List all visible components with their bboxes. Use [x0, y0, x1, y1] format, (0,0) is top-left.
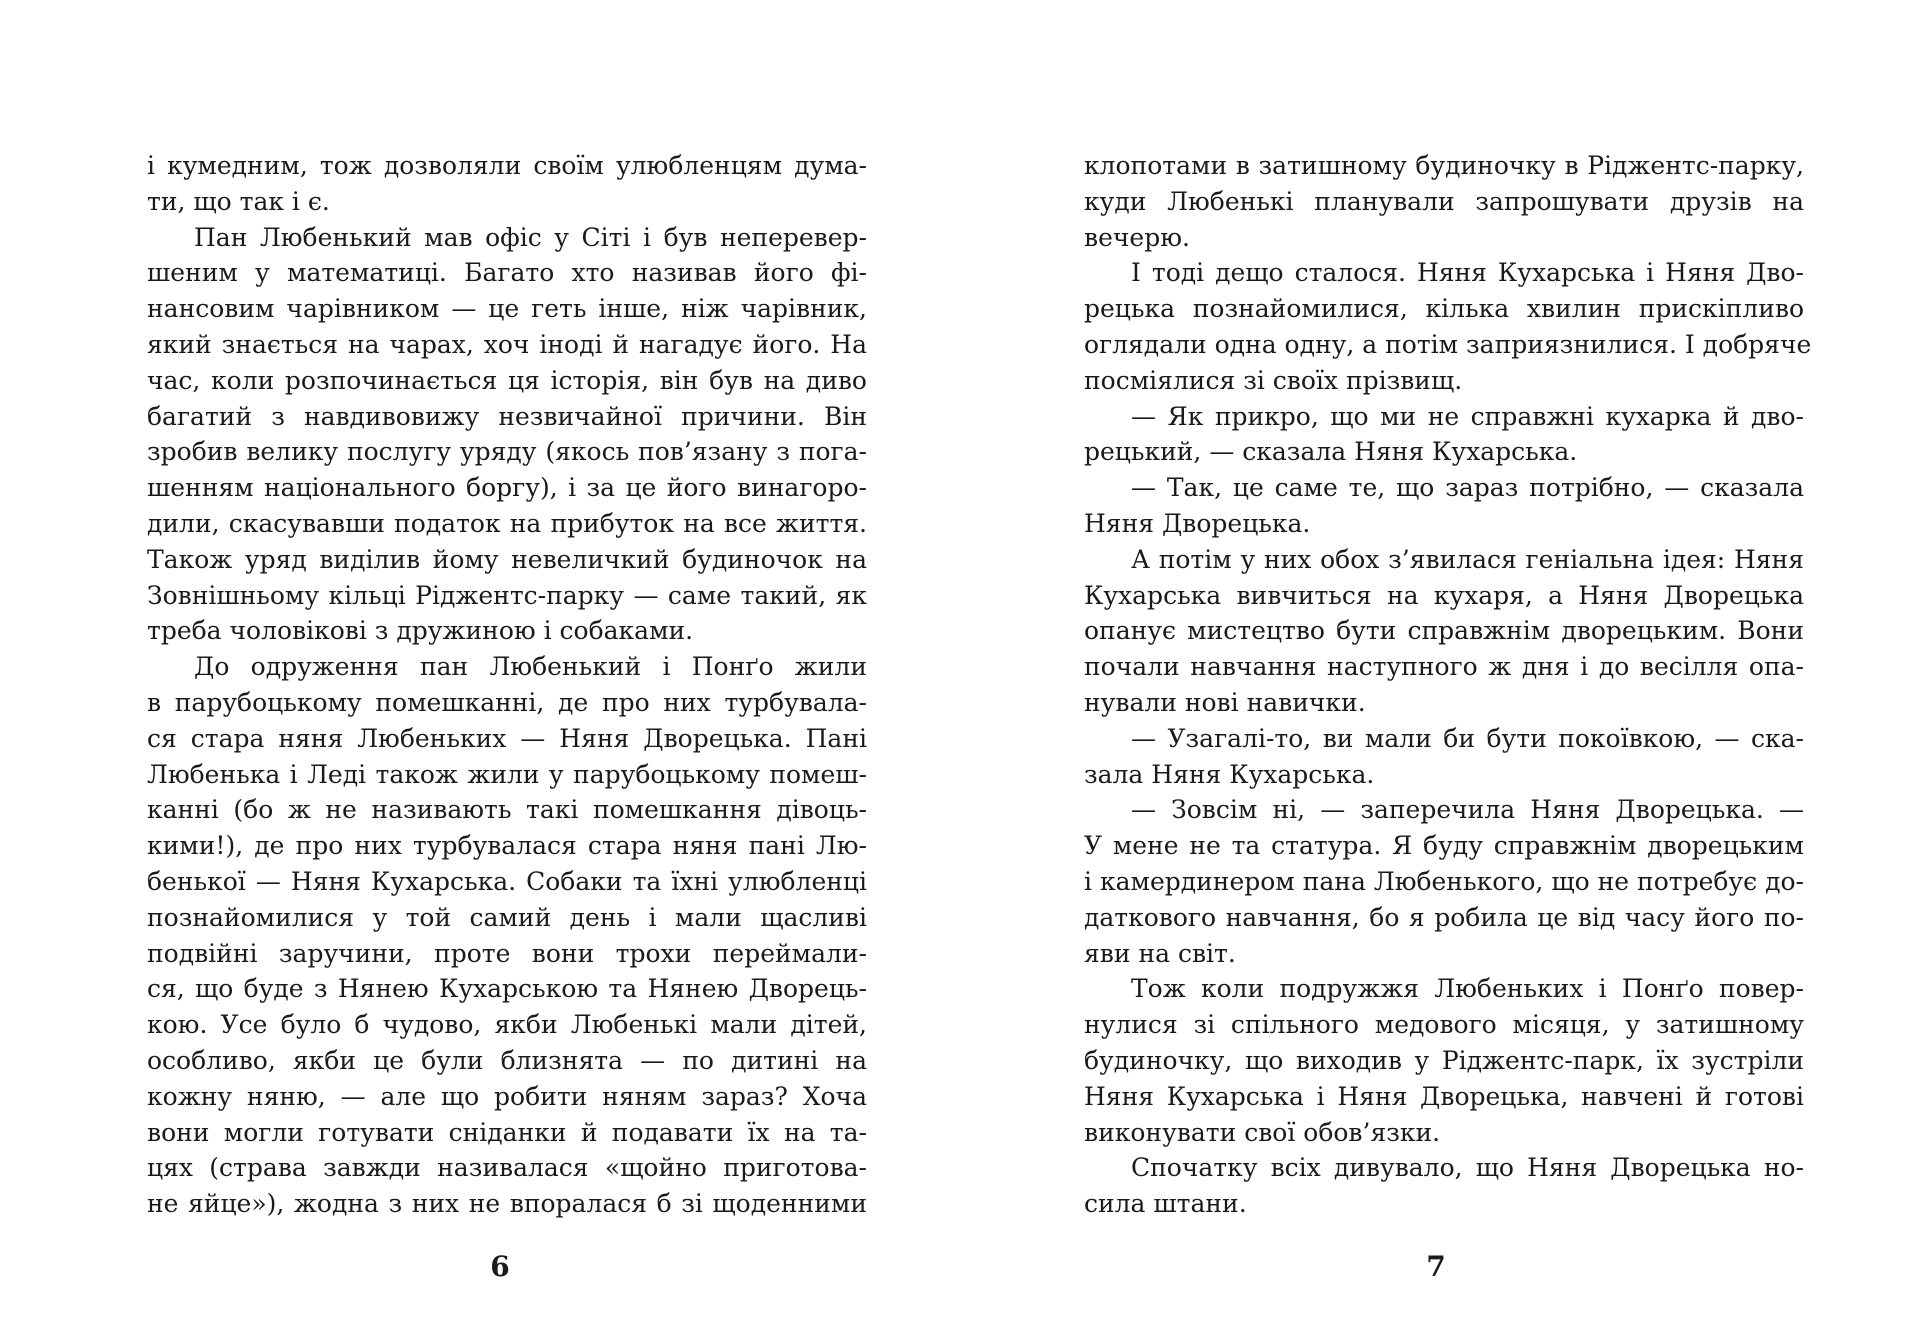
text-line: куди Любенькі планували запрошувати друзів на	[1084, 186, 1804, 216]
text-line: і кумедним, тож дозволяли своїм улюбленцям дума-	[147, 151, 867, 180]
text-line: почали навчання наступного ж дня і до весілля опа-	[1084, 652, 1804, 682]
text-line: ся стара няня Любеньких — Няня Дворецька. Пані	[147, 723, 867, 753]
text-line: ти, що так і є.	[147, 186, 330, 216]
text-line: ся, що буде з Нянею Кухарською та Нянею Дворець-	[147, 974, 867, 1004]
text-line: рецький, — сказала Няня Кухарська.	[1084, 437, 1578, 467]
text-line: — Узагалі-то, ви мали би бути покоївкою, — ска-	[1131, 723, 1804, 753]
text-line: опанує мистецтво бути справжнім дворецьким. Вони	[1084, 616, 1804, 646]
text-line: посміялися зі своїх прізвищ.	[1084, 365, 1463, 395]
text-line: кими!), де про них турбувалася стара няня пані Лю-	[147, 831, 867, 861]
text-line: особливо, якби це були близнята — по дитині на	[147, 1045, 867, 1075]
page-number-right: 7	[1426, 1250, 1446, 1283]
text-line: і камердинером пана Любенького, що не потребує до-	[1084, 866, 1804, 896]
text-line: Тож коли подружжя Любеньких і Понґо повер-	[1131, 974, 1804, 1004]
text-line: бенької — Няня Кухарська. Собаки та їхні улюбленці	[147, 866, 867, 896]
page-number-left: 6	[490, 1250, 510, 1283]
text-line: багатий з навдивовижу незвичайної причини. Він	[147, 401, 867, 431]
text-line: Зовнішньому кільці Ріджентс-парку — саме такий, як	[147, 580, 867, 610]
text-line: дили, скасувавши податок на прибуток на все життя.	[147, 508, 867, 538]
text-line: даткового навчання, бо я робила це від часу його по-	[1084, 902, 1804, 932]
text-line: треба чоловікові з дружиною і собаками.	[147, 616, 694, 646]
text-line: подвійні заручини, проте вони трохи переймали-	[147, 938, 867, 968]
text-line: А потім у них обох з’явилася геніальна ідея: Няня	[1131, 544, 1804, 574]
text-line: клопотами в затишному будиночку в Ріджентс-парку,	[1084, 151, 1804, 180]
text-line: будиночку, що виходив у Ріджентс-парк, їх зустріли	[1084, 1045, 1804, 1075]
text-line: нулися зі спільного медового місяця, у затишному	[1084, 1010, 1804, 1040]
text-line: Няня Дворецька.	[1084, 508, 1311, 538]
text-line: Любенька і Леді також жили у парубоцькому помеш-	[147, 759, 867, 789]
text-line: У мене не та статура. Я буду справжнім дворецьким	[1084, 831, 1804, 861]
text-line: — Так, це саме те, що зараз потрібно, — сказала	[1131, 473, 1804, 503]
text-line: сила штани.	[1084, 1189, 1247, 1219]
text-line: Спочатку всіх дивувало, що Няня Дворецька но-	[1131, 1153, 1804, 1183]
text-line: — Зовсім ні, — заперечила Няня Дворецька. —	[1131, 795, 1804, 825]
text-line: вечерю.	[1084, 222, 1190, 252]
text-line: вони могли готувати сніданки й подавати їх на та-	[147, 1117, 867, 1147]
text-line: оглядали одна одну, а потім заприязнилися. І добряче	[1084, 329, 1812, 359]
text-line: канні (бо ж не називають такі помешкання дівоць-	[147, 795, 867, 825]
text-line: познайомилися у той самий день і мали щасливі	[147, 902, 867, 932]
text-line: Кухарська вивчиться на кухаря, а Няня Дворецька	[1084, 580, 1804, 610]
text-line: рецька познайомилися, кілька хвилин прискіпливо	[1084, 294, 1804, 324]
text-line: зала Няня Кухарська.	[1084, 759, 1375, 789]
text-line: кожну няню, — але що робити няням зараз? Хоча	[147, 1081, 867, 1111]
text-line: шеним у математиці. Багато хто називав його фі-	[147, 258, 867, 288]
left-page-text	[147, 148, 867, 1222]
text-line: Також уряд виділив йому невеличкий будиночок на	[147, 544, 867, 574]
text-line: в парубоцькому помешканні, де про них турбувала-	[147, 687, 867, 717]
text-line: Пан Любенький мав офіс у Сіті і був неперевер-	[194, 222, 867, 252]
text-line: не яйце»), жодна з них не впоралася б зі щоденними	[147, 1189, 867, 1219]
text-line: зробив велику послугу уряду (якось пов’язану з пога-	[147, 437, 867, 467]
text-line: нансовим чарівником — це геть інше, ніж чарівник,	[147, 294, 867, 324]
text-line: яви на світ.	[1084, 938, 1236, 968]
right-page-text	[1084, 148, 1812, 1222]
text-line: цях (страва завжди називалася «щойно приготова-	[147, 1153, 867, 1183]
text-line: час, коли розпочинається ця історія, він був на диво	[147, 365, 867, 395]
text-line: — Як прикро, що ми не справжні кухарка й дво-	[1131, 401, 1804, 431]
text-line: кою. Усе було б чудово, якби Любенькі мали дітей,	[147, 1010, 867, 1040]
text-line: Няня Кухарська і Няня Дворецька, навчені й готові	[1084, 1081, 1804, 1111]
text-line: До одруження пан Любенький і Понґо жили	[194, 652, 867, 682]
text-line: виконувати свої обов’язки.	[1084, 1117, 1441, 1147]
text-line: який знається на чарах, хоч іноді й нагадує його. На	[147, 329, 867, 359]
text-line: нували нові навички.	[1084, 687, 1366, 717]
text-line: шенням національного боргу), і за це його винагоро-	[147, 473, 867, 503]
text-line: І тоді дещо сталося. Няня Кухарська і Няня Дво-	[1131, 258, 1804, 288]
